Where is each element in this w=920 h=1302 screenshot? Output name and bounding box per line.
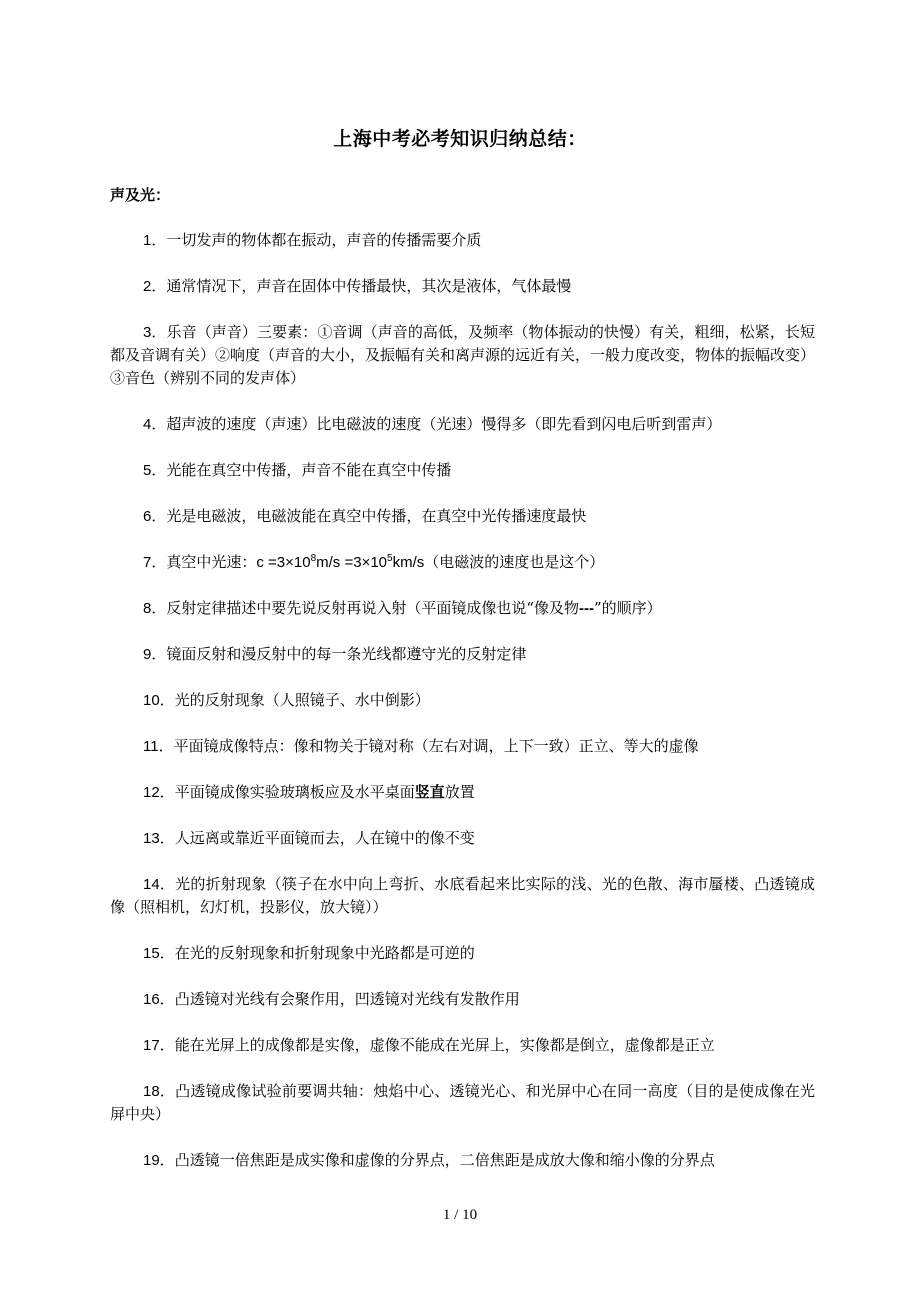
list-item: 10．光的反射现象（人照镜子、水中倒影） bbox=[143, 691, 430, 709]
list-item: 5．光能在真空中传播，声音不能在真空中传播 bbox=[143, 461, 452, 479]
list-item: 6．光是电磁波，电磁波能在真空中传播，在真空中光传播速度最快 bbox=[143, 507, 587, 525]
list-item: 15．在光的反射现象和折射现象中光路都是可逆的 bbox=[143, 944, 475, 962]
page-number: 1 / 10 bbox=[442, 1207, 478, 1223]
section-heading: 声及光： bbox=[110, 186, 171, 204]
list-item: 19．凸透镜一倍焦距是成实像和虚像的分界点，二倍焦距是成放大像和缩小像的分界点 bbox=[143, 1151, 715, 1169]
list-item: 12．平面镜成像实验玻璃板应及水平桌面竖直放置 bbox=[143, 783, 475, 801]
list-item: 14．光的折射现象（筷子在水中向上弯折、水底看起来比实际的浅、光的色散、海市蜃楼、凸透镜成像（照相机，幻灯机，投影仪，放大镜）） bbox=[110, 875, 815, 916]
list-item: 11．平面镜成像特点：像和物关于镜对称（左右对调，上下一致）正立、等大的虚像 bbox=[143, 737, 699, 755]
list-item: 9．镜面反射和漫反射中的每一条光线都遵守光的反射定律 bbox=[143, 645, 527, 663]
knowledge-list bbox=[110, 229, 815, 1195]
list-item: 8．反射定律描述中要先说反射再说入射（平面镜成像也说“像及物---”的顺序） bbox=[143, 599, 662, 617]
list-item: 1．一切发声的物体都在振动，声音的传播需要介质 bbox=[143, 231, 482, 249]
list-item: 3．乐音（声音）三要素：①音调（声音的高低，及频率（物体振动的快慢）有关，粗细，松紧，长短都及音调有关）②响度（声音的大小，及振幅有关和离声源的远近有关，一般力度改变，物体的振幅改变）③音色（辨别不同的发声体） bbox=[110, 323, 816, 387]
speed-formula: $c =3\times 10^8m/s =3\times 10^5km/s$ bbox=[256, 553, 425, 571]
page-title: 上海中考必考知识归纳总结： bbox=[333, 128, 587, 150]
list-item: 18．凸透镜成像试验前要调共轴：烛焰中心、透镜光心、和光屏中心在同一高度（目的是使成像在光屏中央） bbox=[110, 1082, 815, 1123]
list-item: 13．人远离或靠近平面镜而去，人在镜中的像不变 bbox=[143, 829, 475, 847]
list-item: 2．通常情况下，声音在固体中传播最快，其次是液体，气体最慢 bbox=[143, 277, 572, 295]
list-item: 7．真空中光速：$c =3\times 10^8m/s =3\times 10^5km/s$（电磁波的速度也是这个） bbox=[143, 553, 605, 571]
list-item: 16．凸透镜对光线有会聚作用，凹透镜对光线有发散作用 bbox=[143, 990, 520, 1008]
emphasis-text: 竖直 bbox=[414, 783, 445, 801]
list-item: 4．超声波的速度（声速）比电磁波的速度（光速）慢得多（即先看到闪电后听到雷声） bbox=[143, 415, 722, 433]
list-item: 17．能在光屏上的成像都是实像，虚像不能成在光屏上，实像都是倒立，虚像都是正立 bbox=[143, 1036, 715, 1054]
